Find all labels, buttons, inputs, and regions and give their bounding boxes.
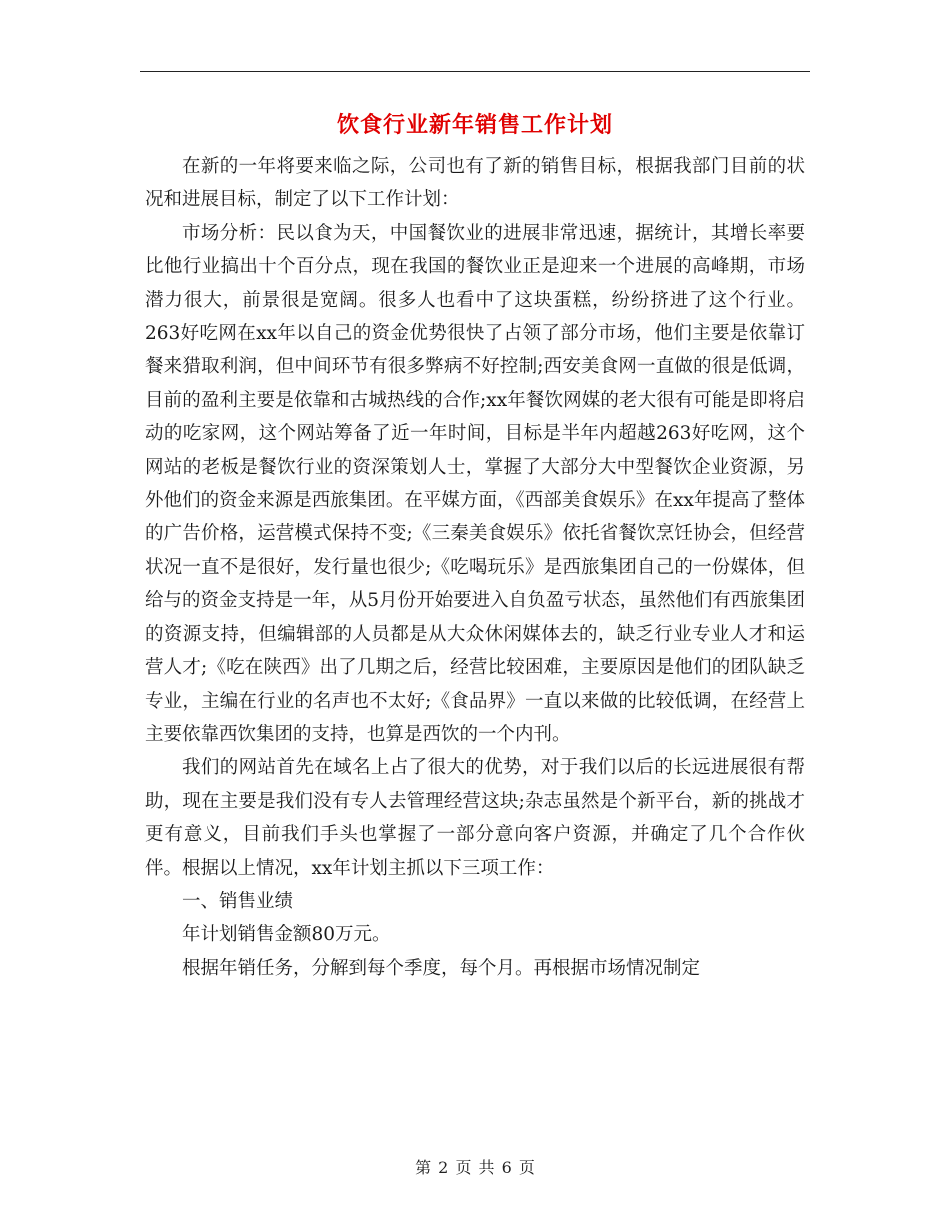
paragraph-task-breakdown: 根据年销任务，分解到每个季度，每个月。再根据市场情况制定 bbox=[182, 957, 701, 979]
page-title: 饮食行业新年销售工作计划 bbox=[336, 112, 613, 138]
document-body bbox=[145, 150, 805, 985]
paragraph-annual-target: 年计划销售金额80万元。 bbox=[182, 924, 391, 946]
paragraph-market-analysis: 市场分析：民以食为天，中国餐饮业的进展非常迅速，据统计，其增长率要比他行业搞出十个百分点，现在我国的餐饮业正是迎来一个进展的高峰期，市场潜力很大，前景很是宽阔。很多人也看中了这块蛋糕，纷纷挤进了这个行业。263好吃网在xx年以自己的资金优势很快了占领了部分市场，他们主要是依靠订餐来猎取利润，但中间环节有很多弊病不好控制;西安美食网一直做的很是低调，目前的盈利主要是依靠和古城热线的合作;xx年餐饮网媒的老大很有可能是即将启动的吃家网，这个网站筹备了近一年时间，目标是半年内超越263好吃网，这个网站的老板是餐饮行业的资深策划人士，掌握了大部分大中型餐饮企业资源，另外他们的资金来源是西旅集团。在平媒方面，《西部美食娱乐》在xx年提高了整体的广告价格，运营模式保持不变;《三秦美食娱乐》依托省餐饮烹饪协会，但经营状况一直不是很好，发行量也很少;《吃喝玩乐》是西旅集团自己的一份媒体，但给与的资金支持是一年，从5月份开始要进入自负盈亏状态，虽然他们有西旅集团的资源支持，但编辑部的人员都是从大众休闲媒体去的，缺乏行业专业人才和运营人才;《吃在陕西》出了几期之后，经营比较困难，主要原因是他们的团队缺乏专业，主编在行业的名声也不太好;《食品界》一直以来做的比较低调，在经营上主要依靠西饮集团的支持，也算是西饮的一个内刊。 bbox=[145, 222, 805, 745]
paragraph-intro: 在新的一年将要来临之际，公司也有了新的销售目标，根据我部门目前的状况和进展目标，制定了以下工作计划： bbox=[145, 156, 805, 211]
page-footer: 第 2 页 共 6 页 bbox=[415, 1158, 535, 1177]
header-rule bbox=[140, 71, 810, 72]
paragraph-website-advantage: 我们的网站首先在域名上占了很大的优势，对于我们以后的长远进展很有帮助，现在主要是我们没有专人去管理经营这块;杂志虽然是个新平台，新的挑战才更有意义，目前我们手头也掌握了一部分意向客户资源，并确定了几个合作伙伴。根据以上情况，xx年计划主抓以下三项工作： bbox=[145, 757, 805, 879]
paragraph-section-heading: 一、销售业绩 bbox=[182, 890, 294, 912]
